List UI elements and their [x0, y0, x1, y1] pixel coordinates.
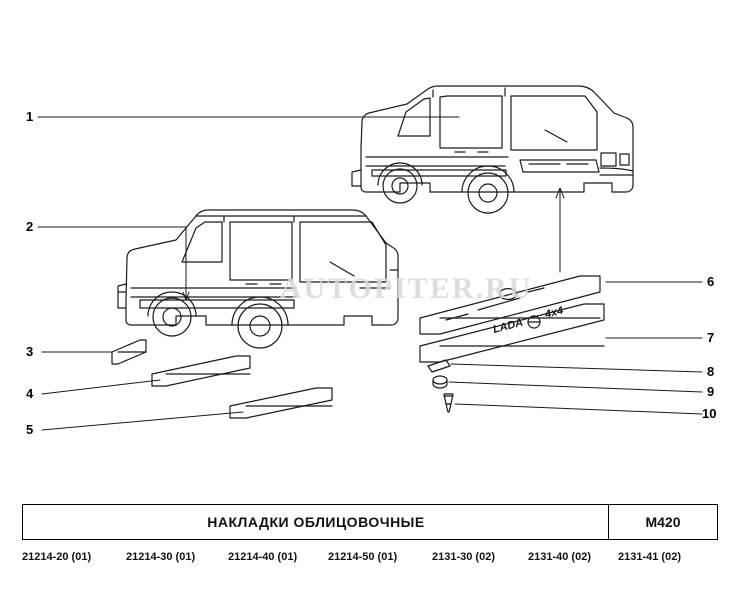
car-side-view	[118, 210, 398, 348]
part-7-rear-trim	[420, 304, 604, 362]
callout-3: 3	[26, 344, 34, 359]
part-9-nut	[433, 376, 447, 388]
callout-8: 8	[707, 364, 715, 379]
title-block-code: M420	[645, 514, 681, 530]
title-block	[22, 504, 718, 540]
callout-4: 4	[26, 386, 34, 401]
part-number-6: 2131-40 (02)	[528, 551, 591, 563]
part-number-7: 2131-41 (02)	[618, 551, 681, 563]
part-number-1: 21214-20 (01)	[22, 551, 92, 563]
part-number-3: 21214-40 (01)	[228, 551, 298, 563]
part-number-5: 2131-30 (02)	[432, 551, 495, 563]
part-number-4: 21214-50 (01)	[328, 551, 398, 563]
part-number-2: 21214-30 (01)	[126, 551, 196, 563]
callout-5: 5	[26, 422, 34, 437]
watermark: AUTOPITER.RU	[279, 272, 533, 305]
callout-1: 1	[26, 109, 34, 124]
callout-7: 7	[707, 330, 715, 345]
leader-lines	[38, 117, 702, 430]
callout-2: 2	[26, 219, 34, 234]
lada-badge-text: LADA	[491, 316, 525, 336]
car-rear-view	[352, 86, 633, 213]
title-block-title: НАКЛАДКИ ОБЛИЦОВОЧНЫЕ	[207, 514, 425, 530]
callout-9: 9	[707, 384, 715, 399]
fourbyfour-badge-text: 4x4	[543, 304, 565, 321]
part-5-trim	[230, 388, 332, 418]
part-3-trim	[112, 340, 146, 364]
part-10-screw	[444, 394, 453, 412]
callout-6: 6	[707, 274, 715, 289]
part-4-trim	[152, 356, 250, 386]
part-number-row	[22, 546, 718, 568]
callout-10: 10	[702, 406, 717, 421]
